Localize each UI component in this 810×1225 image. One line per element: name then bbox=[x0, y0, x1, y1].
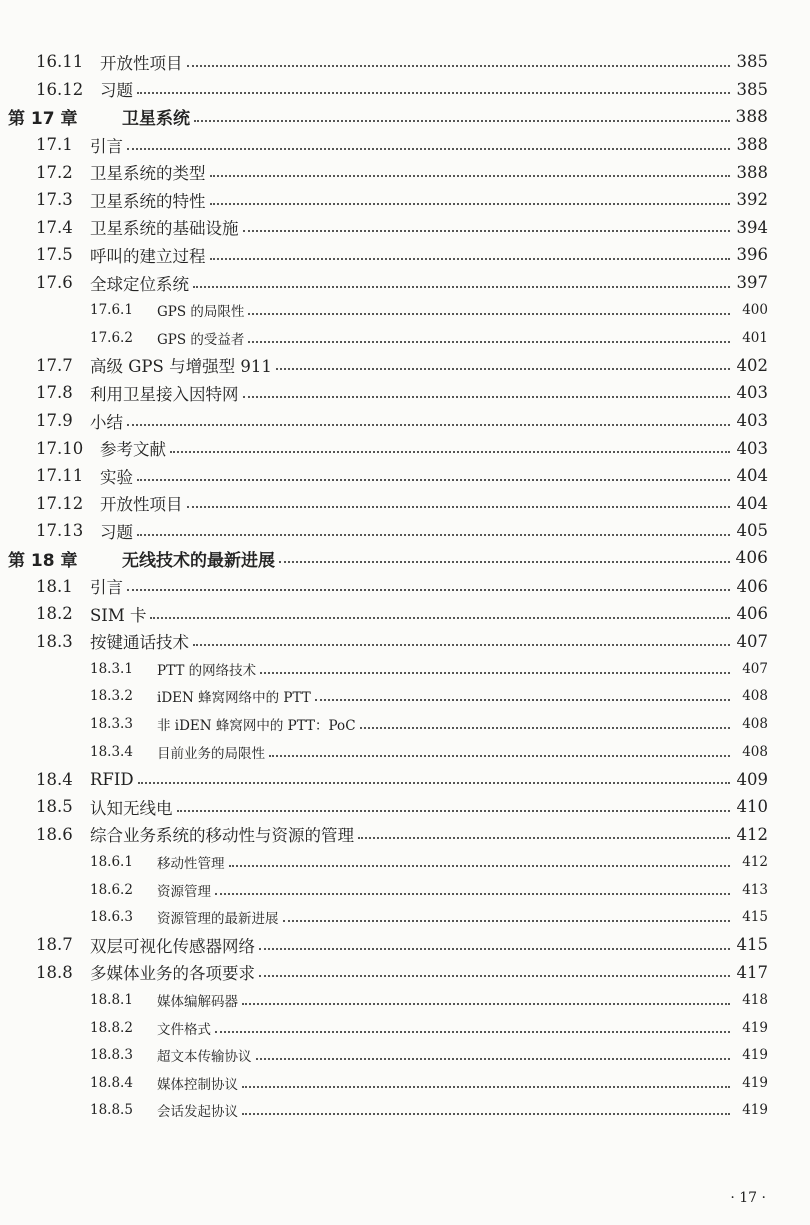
toc-entry-page: 408 bbox=[742, 716, 768, 733]
toc-entry-title: 小结 bbox=[90, 412, 123, 432]
dot-leader bbox=[137, 534, 730, 536]
toc-section-row[interactable] bbox=[0, 214, 810, 242]
toc-entry-title-line bbox=[90, 629, 768, 653]
toc-entry-number: 18.3.2 bbox=[90, 688, 133, 705]
toc-entry-title: GPS 的受益者 bbox=[157, 331, 245, 348]
toc-entry-title: 非 iDEN 蜂窝网中的 PTT：PoC bbox=[157, 718, 356, 735]
dot-leader bbox=[210, 258, 731, 260]
toc-entry-page: 419 bbox=[742, 1019, 768, 1036]
dot-leader bbox=[170, 451, 730, 453]
toc-entry-page: 388 bbox=[736, 162, 768, 182]
toc-section-row[interactable] bbox=[0, 241, 810, 269]
toc-entry-title: 目前业务的局限性 bbox=[157, 745, 265, 762]
toc-entry-page: 419 bbox=[742, 1047, 768, 1064]
toc-entry-title: 多媒体业务的各项要求 bbox=[90, 964, 255, 984]
toc-subsection-row[interactable] bbox=[0, 986, 810, 1014]
dot-leader bbox=[260, 672, 730, 674]
toc-entry-title: 无线技术的最新进展 bbox=[122, 550, 275, 571]
toc-entry-title: SIM 卡 bbox=[90, 605, 147, 625]
toc-entry-title: 全球定位系统 bbox=[90, 274, 189, 294]
toc-entry-number: 17.1 bbox=[36, 135, 73, 155]
toc-entry-title-line bbox=[90, 188, 768, 212]
toc-chapter-row[interactable] bbox=[0, 545, 810, 573]
toc-entry-title: 媒体编解码器 bbox=[157, 993, 238, 1010]
dot-leader bbox=[193, 286, 730, 288]
toc-entry-title-line bbox=[90, 243, 768, 267]
dot-leader bbox=[283, 920, 731, 922]
toc-entry-number: 17.10 bbox=[36, 438, 84, 458]
dot-leader bbox=[177, 810, 731, 812]
dot-leader bbox=[137, 479, 730, 481]
toc-entry-title-line bbox=[90, 215, 768, 239]
toc-entry-title: 资源管理 bbox=[157, 883, 211, 900]
toc-section-row[interactable] bbox=[0, 407, 810, 435]
toc-entry-title-line bbox=[157, 1073, 768, 1093]
toc-entry-title: 卫星系统的类型 bbox=[90, 164, 206, 184]
toc-entry-title-line bbox=[157, 714, 768, 734]
toc-entry-number: 18.1 bbox=[36, 576, 73, 596]
toc-entry-title-line bbox=[100, 436, 768, 460]
dot-leader bbox=[138, 782, 730, 784]
toc-entry-number: 18.3.4 bbox=[90, 743, 133, 760]
toc-entry-title-line bbox=[157, 686, 768, 706]
toc-section-row[interactable] bbox=[0, 158, 810, 186]
dot-leader bbox=[194, 120, 730, 122]
toc-section-row[interactable] bbox=[0, 462, 810, 490]
toc-entry-page: 418 bbox=[742, 991, 768, 1008]
toc-entry-page: 415 bbox=[742, 909, 768, 926]
toc-entry-title: 媒体控制协议 bbox=[157, 1076, 238, 1093]
toc-entry-title-line bbox=[90, 271, 768, 295]
toc-entry-page: 404 bbox=[736, 466, 768, 486]
toc-entry-number: 17.5 bbox=[36, 245, 73, 265]
toc-entry-title-line bbox=[90, 960, 768, 984]
toc-entry-number: 17.6 bbox=[36, 273, 73, 293]
toc-entry-number: 18.3 bbox=[36, 631, 73, 651]
toc-subsection-row[interactable] bbox=[0, 876, 810, 904]
dot-leader bbox=[279, 561, 730, 563]
toc-section-row[interactable] bbox=[0, 572, 810, 600]
dot-leader bbox=[193, 644, 730, 646]
toc-entry-number: 18.6.2 bbox=[90, 881, 133, 898]
toc-entry-page: 400 bbox=[742, 302, 768, 319]
toc-entry-number: 18.6 bbox=[36, 824, 73, 844]
toc-subsection-row[interactable] bbox=[0, 324, 810, 352]
toc-section-row[interactable] bbox=[0, 76, 810, 104]
toc-entry-page: 410 bbox=[736, 797, 768, 817]
toc-entry-page: 404 bbox=[736, 493, 768, 513]
toc-entry-title-line bbox=[157, 1045, 768, 1065]
toc-entry-title-line bbox=[157, 659, 768, 679]
toc-entry-title: 开放性项目 bbox=[100, 53, 183, 73]
toc-entry-page: 406 bbox=[736, 604, 768, 624]
toc-entry-page: 403 bbox=[736, 438, 768, 458]
toc-entry-title-line bbox=[157, 852, 768, 872]
dot-leader bbox=[315, 699, 730, 701]
toc-entry-title-line bbox=[100, 491, 768, 515]
toc-entry-title: 利用卫星接入因特网 bbox=[90, 384, 239, 404]
toc-entry-page: 417 bbox=[736, 962, 768, 982]
dot-leader bbox=[242, 1113, 730, 1115]
toc-entry-page: 412 bbox=[742, 854, 768, 871]
dot-leader bbox=[360, 727, 730, 729]
toc-entry-title: 引言 bbox=[90, 136, 123, 156]
toc-entry-page: 394 bbox=[736, 217, 768, 237]
toc-section-row[interactable] bbox=[0, 379, 810, 407]
toc-entry-page: 406 bbox=[735, 548, 768, 569]
toc-entry-number: 第 17 章 bbox=[8, 109, 78, 130]
toc-entry-number: 17.9 bbox=[36, 411, 73, 431]
toc-entry-title: GPS 的局限性 bbox=[157, 304, 245, 321]
toc-entry-title-line bbox=[157, 742, 768, 762]
dot-leader bbox=[358, 837, 730, 839]
dot-leader bbox=[210, 203, 731, 205]
toc-entry-number: 17.8 bbox=[36, 383, 73, 403]
toc-entry-number: 18.8.3 bbox=[90, 1047, 133, 1064]
dot-leader bbox=[229, 865, 731, 867]
toc-entry-title-line bbox=[100, 50, 768, 74]
toc-entry-page: 392 bbox=[736, 190, 768, 210]
toc-entry-title-line bbox=[90, 409, 768, 433]
toc-entry-page: 408 bbox=[742, 743, 768, 760]
dot-leader bbox=[127, 424, 730, 426]
toc-entry-page: 388 bbox=[736, 135, 768, 155]
toc-entry-title-line bbox=[90, 602, 768, 626]
toc-entry-number: 17.3 bbox=[36, 190, 73, 210]
dot-leader bbox=[243, 230, 731, 232]
toc-chapter-row[interactable] bbox=[0, 103, 810, 131]
toc-entry-title: 资源管理的最新进展 bbox=[157, 911, 279, 928]
toc-entry-title-line bbox=[90, 822, 768, 846]
toc-entry-number: 18.8.1 bbox=[90, 991, 133, 1008]
toc-entry-page: 412 bbox=[736, 824, 768, 844]
toc-entry-number: 17.7 bbox=[36, 355, 73, 375]
toc-entry-number: 18.7 bbox=[36, 935, 73, 955]
dot-leader bbox=[187, 65, 731, 67]
toc-entry-title-line bbox=[157, 328, 768, 348]
dot-leader bbox=[127, 589, 730, 591]
toc-entry-number: 16.12 bbox=[36, 79, 84, 99]
toc-entry-number: 17.4 bbox=[36, 217, 73, 237]
toc-entry-title-line bbox=[90, 770, 768, 789]
toc-entry-number: 16.11 bbox=[36, 52, 84, 72]
dot-leader bbox=[137, 92, 730, 94]
toc-entry-title-line bbox=[157, 1018, 768, 1038]
toc-entry-title: PTT 的网络技术 bbox=[157, 662, 257, 679]
toc-entry-number: 第 18 章 bbox=[8, 550, 78, 571]
toc-section-row[interactable] bbox=[0, 627, 810, 655]
toc-entry-number: 18.6.3 bbox=[90, 909, 133, 926]
toc-entry-page: 396 bbox=[736, 245, 768, 265]
toc-entry-title-line bbox=[122, 104, 768, 129]
toc-section-row[interactable] bbox=[0, 269, 810, 297]
toc-entry-title: 综合业务系统的移动性与资源的管理 bbox=[90, 826, 354, 846]
dot-leader bbox=[256, 1058, 731, 1060]
toc-section-row[interactable] bbox=[0, 793, 810, 821]
toc-entry-title-line bbox=[90, 381, 768, 405]
toc-entry-title: 实验 bbox=[100, 467, 133, 487]
dot-leader bbox=[248, 313, 730, 315]
toc-entry-number: 17.6.1 bbox=[90, 302, 133, 319]
toc-entry-title-line bbox=[122, 546, 768, 571]
dot-leader bbox=[259, 948, 730, 950]
toc-entry-title: 习题 bbox=[100, 522, 133, 542]
toc-entry-number: 18.3.1 bbox=[90, 660, 133, 677]
toc-entry-title: 引言 bbox=[90, 578, 123, 598]
dot-leader bbox=[150, 617, 730, 619]
toc-entry-number: 17.12 bbox=[36, 493, 84, 513]
toc-entry-number: 18.8.2 bbox=[90, 1019, 133, 1036]
toc-entry-number: 18.8 bbox=[36, 962, 73, 982]
dot-leader bbox=[242, 1003, 730, 1005]
dot-leader bbox=[276, 368, 730, 370]
toc-subsection-row[interactable] bbox=[0, 710, 810, 738]
toc-entry-title: 高级 GPS 与增强型 911 bbox=[90, 357, 272, 377]
toc-entry-title: 卫星系统的特性 bbox=[90, 191, 206, 211]
toc-entry-page: 397 bbox=[736, 273, 768, 293]
toc-entry-title-line bbox=[90, 160, 768, 184]
toc-entry-title-line bbox=[157, 1100, 768, 1120]
toc-entry-title-line bbox=[157, 880, 768, 900]
toc-section-row[interactable] bbox=[0, 48, 810, 76]
dot-leader bbox=[269, 755, 730, 757]
toc-subsection-row[interactable] bbox=[0, 683, 810, 711]
toc-section-row[interactable] bbox=[0, 434, 810, 462]
dot-leader bbox=[210, 175, 731, 177]
toc-entry-number: 17.11 bbox=[36, 466, 84, 486]
toc-section-row[interactable] bbox=[0, 821, 810, 849]
toc-subsection-row[interactable] bbox=[0, 296, 810, 324]
toc-entry-number: 18.8.5 bbox=[90, 1102, 133, 1119]
toc-subsection-row[interactable] bbox=[0, 903, 810, 931]
toc-entry-number: 17.6.2 bbox=[90, 329, 133, 346]
toc-entry-number: 17.13 bbox=[36, 521, 84, 541]
toc-entry-title: 卫星系统的基础设施 bbox=[90, 219, 239, 239]
dot-leader bbox=[248, 341, 730, 343]
toc-entry-title-line bbox=[100, 464, 768, 488]
toc-section-row[interactable] bbox=[0, 186, 810, 214]
toc-entry-page: 406 bbox=[736, 576, 768, 596]
toc-section-row[interactable] bbox=[0, 352, 810, 380]
toc-entry-page: 407 bbox=[736, 631, 768, 651]
dot-leader bbox=[215, 1031, 730, 1033]
toc-entry-title: 呼叫的建立过程 bbox=[90, 246, 206, 266]
toc-entry-title-line bbox=[90, 574, 768, 598]
toc-entry-page: 407 bbox=[742, 660, 768, 677]
toc-entry-page: 419 bbox=[742, 1074, 768, 1091]
toc-entry-page: 385 bbox=[736, 79, 768, 99]
toc-entry-page: 385 bbox=[736, 52, 768, 72]
dot-leader bbox=[187, 506, 731, 508]
toc-entry-number: 18.6.1 bbox=[90, 854, 133, 871]
toc-entry-page: 415 bbox=[736, 935, 768, 955]
toc-entry-title: 按键通话技术 bbox=[90, 633, 189, 653]
dot-leader bbox=[215, 893, 730, 895]
toc-section-row[interactable] bbox=[0, 600, 810, 628]
toc-entry-number: 18.3.3 bbox=[90, 716, 133, 733]
toc-section-row[interactable] bbox=[0, 931, 810, 959]
toc-entry-page: 403 bbox=[736, 383, 768, 403]
toc-entry-number: 18.5 bbox=[36, 797, 73, 817]
toc-entry-page: 419 bbox=[742, 1102, 768, 1119]
toc-entry-title: 文件格式 bbox=[157, 1021, 211, 1038]
toc-entry-page: 401 bbox=[742, 329, 768, 346]
toc-entry-page: 408 bbox=[742, 688, 768, 705]
toc-section-row[interactable] bbox=[0, 959, 810, 987]
toc-entry-title: 开放性项目 bbox=[100, 495, 183, 515]
toc-section-row[interactable] bbox=[0, 131, 810, 159]
toc-subsection-row[interactable] bbox=[0, 1097, 810, 1125]
dot-leader bbox=[259, 975, 730, 977]
toc-entry-number: 18.2 bbox=[36, 604, 73, 624]
toc-entry-number: 18.8.4 bbox=[90, 1074, 133, 1091]
toc-entry-title: RFID bbox=[90, 769, 134, 789]
toc-entry-title: 会话发起协议 bbox=[157, 1104, 238, 1121]
toc-entry-title: 认知无线电 bbox=[90, 798, 173, 818]
toc-entry-title: 卫星系统 bbox=[122, 109, 190, 130]
toc-subsection-row[interactable] bbox=[0, 1041, 810, 1069]
toc-entry-title: iDEN 蜂窝网络中的 PTT bbox=[157, 690, 311, 707]
dot-leader bbox=[243, 396, 731, 398]
toc-entry-page: 403 bbox=[736, 411, 768, 431]
toc-section-row[interactable] bbox=[0, 490, 810, 518]
toc-entry-title-line bbox=[100, 519, 768, 543]
toc-subsection-row[interactable] bbox=[0, 655, 810, 683]
toc-entry-title: 移动性管理 bbox=[157, 856, 225, 873]
toc-entry-title-line bbox=[157, 907, 768, 927]
toc-entry-title: 超文本传输协议 bbox=[157, 1049, 252, 1066]
toc-entry-page: 409 bbox=[736, 769, 768, 789]
toc-entry-title-line bbox=[100, 77, 768, 101]
toc-entry-title-line bbox=[157, 990, 768, 1010]
toc-subsection-row[interactable] bbox=[0, 1069, 810, 1097]
toc-entry-page: 405 bbox=[736, 521, 768, 541]
toc-section-row[interactable] bbox=[0, 517, 810, 545]
page-number: · 17 · bbox=[730, 1190, 766, 1206]
toc-entry-number: 17.2 bbox=[36, 162, 73, 182]
table-of-contents bbox=[0, 48, 810, 1124]
toc-entry-title: 参考文献 bbox=[100, 440, 166, 460]
toc-entry-number: 18.4 bbox=[36, 769, 73, 789]
toc-entry-page: 388 bbox=[735, 106, 768, 127]
toc-entry-title-line bbox=[90, 795, 768, 819]
toc-entry-title-line bbox=[90, 353, 768, 377]
toc-subsection-row[interactable] bbox=[0, 848, 810, 876]
toc-subsection-row[interactable] bbox=[0, 1014, 810, 1042]
toc-entry-page: 413 bbox=[742, 881, 768, 898]
toc-entry-title-line bbox=[90, 133, 768, 157]
dot-leader bbox=[242, 1086, 730, 1088]
toc-entry-title: 习题 bbox=[100, 81, 133, 101]
dot-leader bbox=[127, 148, 730, 150]
toc-section-row[interactable] bbox=[0, 765, 810, 793]
toc-subsection-row[interactable] bbox=[0, 738, 810, 766]
toc-entry-title-line bbox=[90, 933, 768, 957]
toc-entry-title-line bbox=[157, 300, 768, 320]
toc-entry-title: 双层可视化传感器网络 bbox=[90, 936, 255, 956]
toc-entry-page: 402 bbox=[736, 355, 768, 375]
